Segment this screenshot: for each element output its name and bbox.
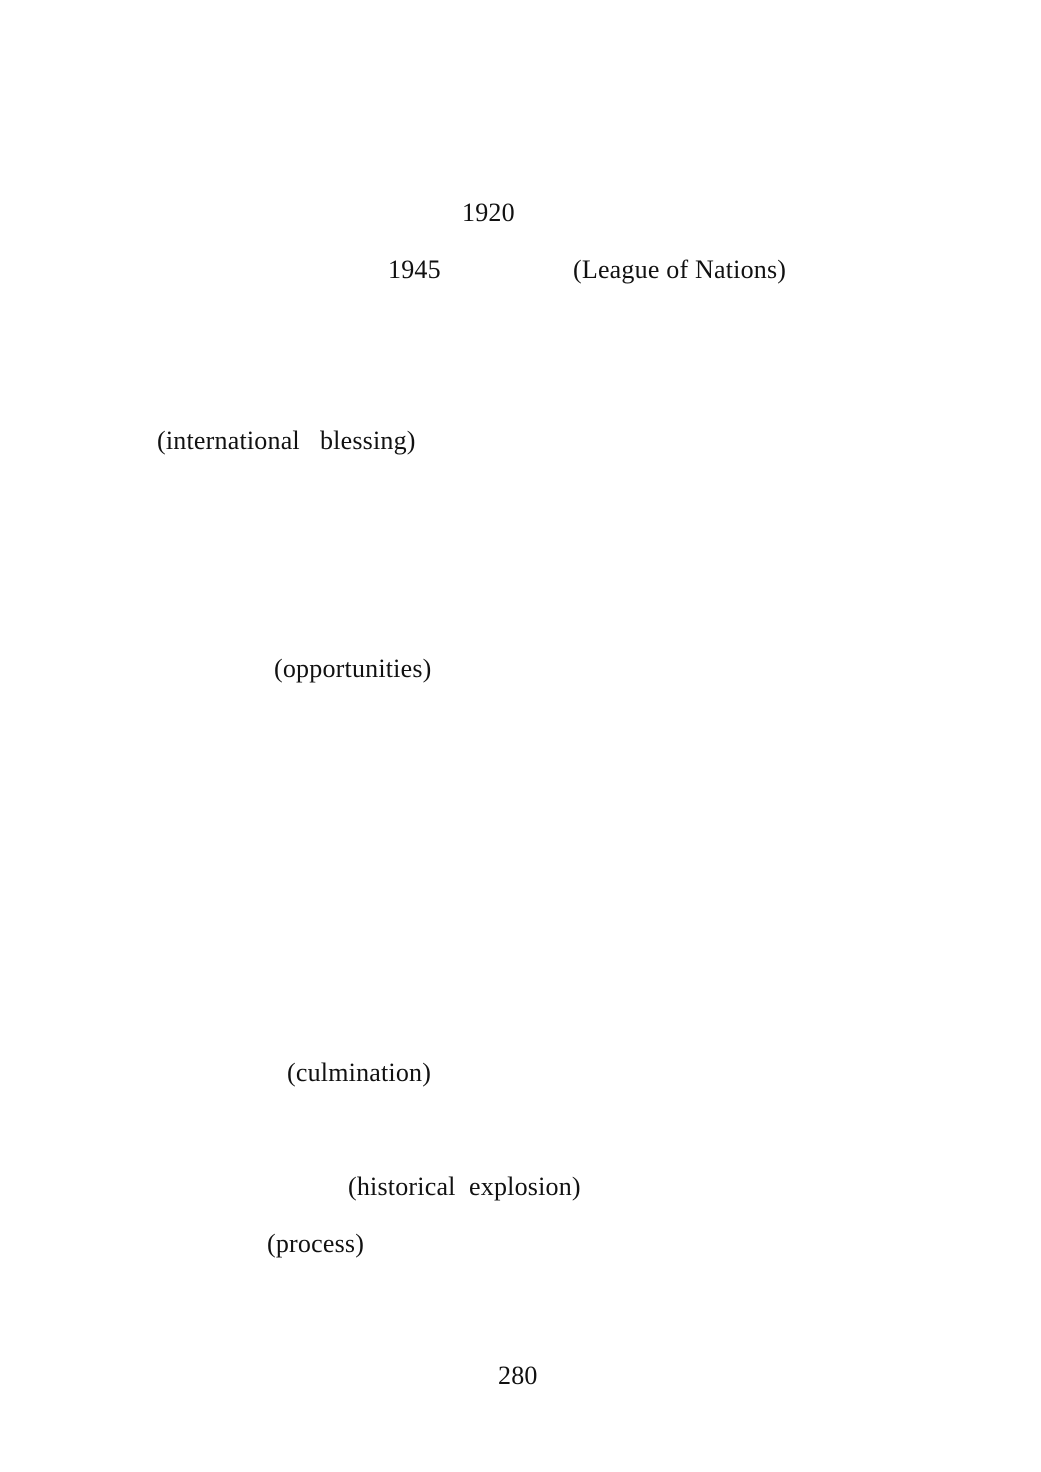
page-number: 280 — [498, 1361, 538, 1390]
historical-explosion-text: (historical explosion) — [348, 1172, 581, 1201]
opportunities-text: (opportunities) — [274, 654, 432, 683]
year-1920-text: 1920 — [462, 198, 515, 227]
international-blessing-text: (international blessing) — [157, 426, 416, 455]
process-text: (process) — [267, 1229, 365, 1258]
year-1945-text: 1945 — [388, 255, 441, 284]
culmination-text: (culmination) — [287, 1058, 432, 1087]
league-of-nations-text: (League of Nations) — [573, 255, 787, 284]
